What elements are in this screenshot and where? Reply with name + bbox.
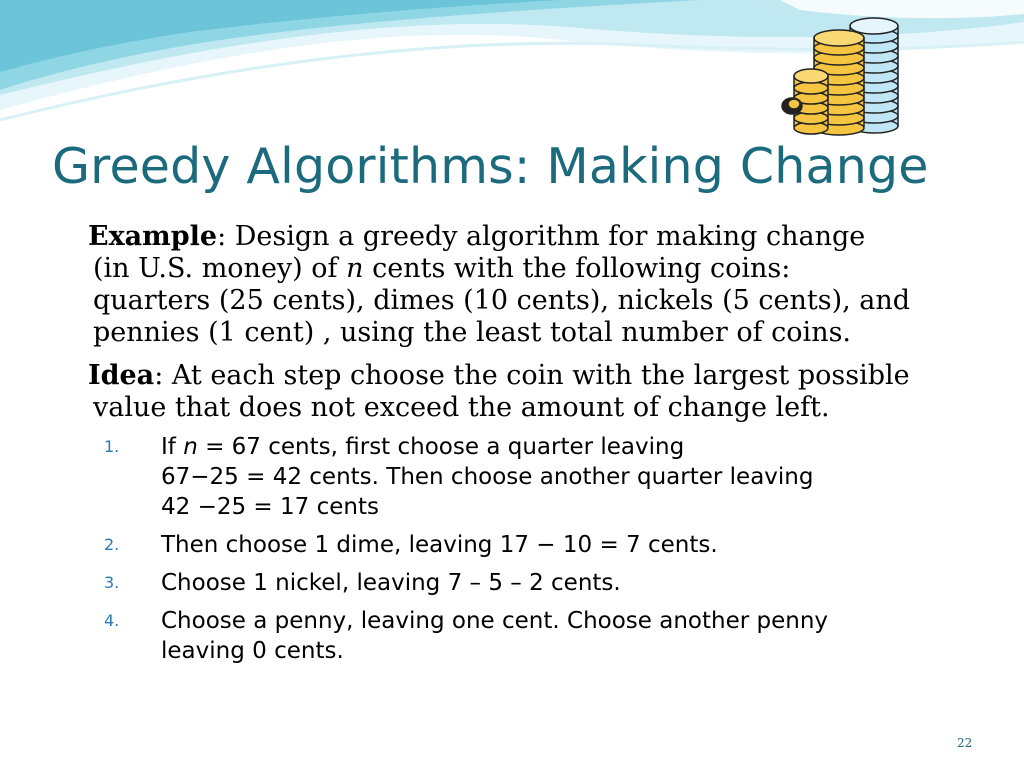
idea-line-2: value that does not exceed the amount of change left. — [93, 392, 830, 423]
list-item — [104, 568, 984, 598]
slide-title: Greedy Algorithms: Making Change — [52, 138, 929, 195]
list-number: 1. — [104, 437, 120, 456]
example-line-2-pre: (in U.S. money) of — [93, 253, 347, 284]
list-number: 4. — [104, 611, 120, 630]
example-line-1-text: : Design a greedy algorithm for making change — [217, 221, 866, 252]
step-1-line-1 — [161, 432, 984, 462]
step-3-line-1: Choose 1 nickel, leaving 7 – 5 – 2 cents. — [161, 570, 621, 596]
list-item — [104, 606, 984, 666]
steps-list — [104, 432, 984, 674]
idea-label: Idea — [88, 360, 155, 391]
list-number: 2. — [104, 535, 120, 554]
example-paragraph — [88, 221, 910, 349]
idea-line-1 — [88, 360, 910, 392]
step-1-line-1-post: = 67 cents, first choose a quarter leaving — [197, 434, 685, 460]
example-label: Example — [88, 221, 218, 252]
example-line-3: quarters (25 cents), dimes (10 cents), nickels (5 cents), and — [93, 285, 911, 316]
coin-stacks-icon — [772, 8, 912, 138]
step-2-line-1: Then choose 1 dime, leaving 17 − 10 = 7 cents. — [161, 532, 718, 558]
idea-line-1-text: : At each step choose the coin with the largest possible — [154, 360, 910, 391]
example-line-2 — [88, 253, 910, 285]
step-4-line-2: leaving 0 cents. — [161, 638, 344, 664]
step-1-line-2: 67−25 = 42 cents. Then choose another quarter leaving — [161, 464, 814, 490]
step-1-line-3: 42 −25 = 17 cents — [161, 494, 379, 520]
page-number: 22 — [957, 736, 973, 750]
variable-n: n — [346, 253, 364, 284]
example-line-1 — [88, 221, 910, 253]
list-item — [104, 530, 984, 560]
idea-paragraph — [88, 360, 910, 424]
list-item — [104, 432, 984, 522]
step-1-line-1-pre: If — [161, 434, 184, 460]
example-line-2-post: cents with the following coins: — [363, 253, 791, 284]
variable-n: n — [183, 434, 198, 460]
example-line-4: pennies (1 cent) , using the least total number of coins. — [93, 317, 852, 348]
step-4-line-1: Choose a penny, leaving one cent. Choose another penny — [161, 608, 829, 634]
list-number: 3. — [104, 573, 120, 592]
